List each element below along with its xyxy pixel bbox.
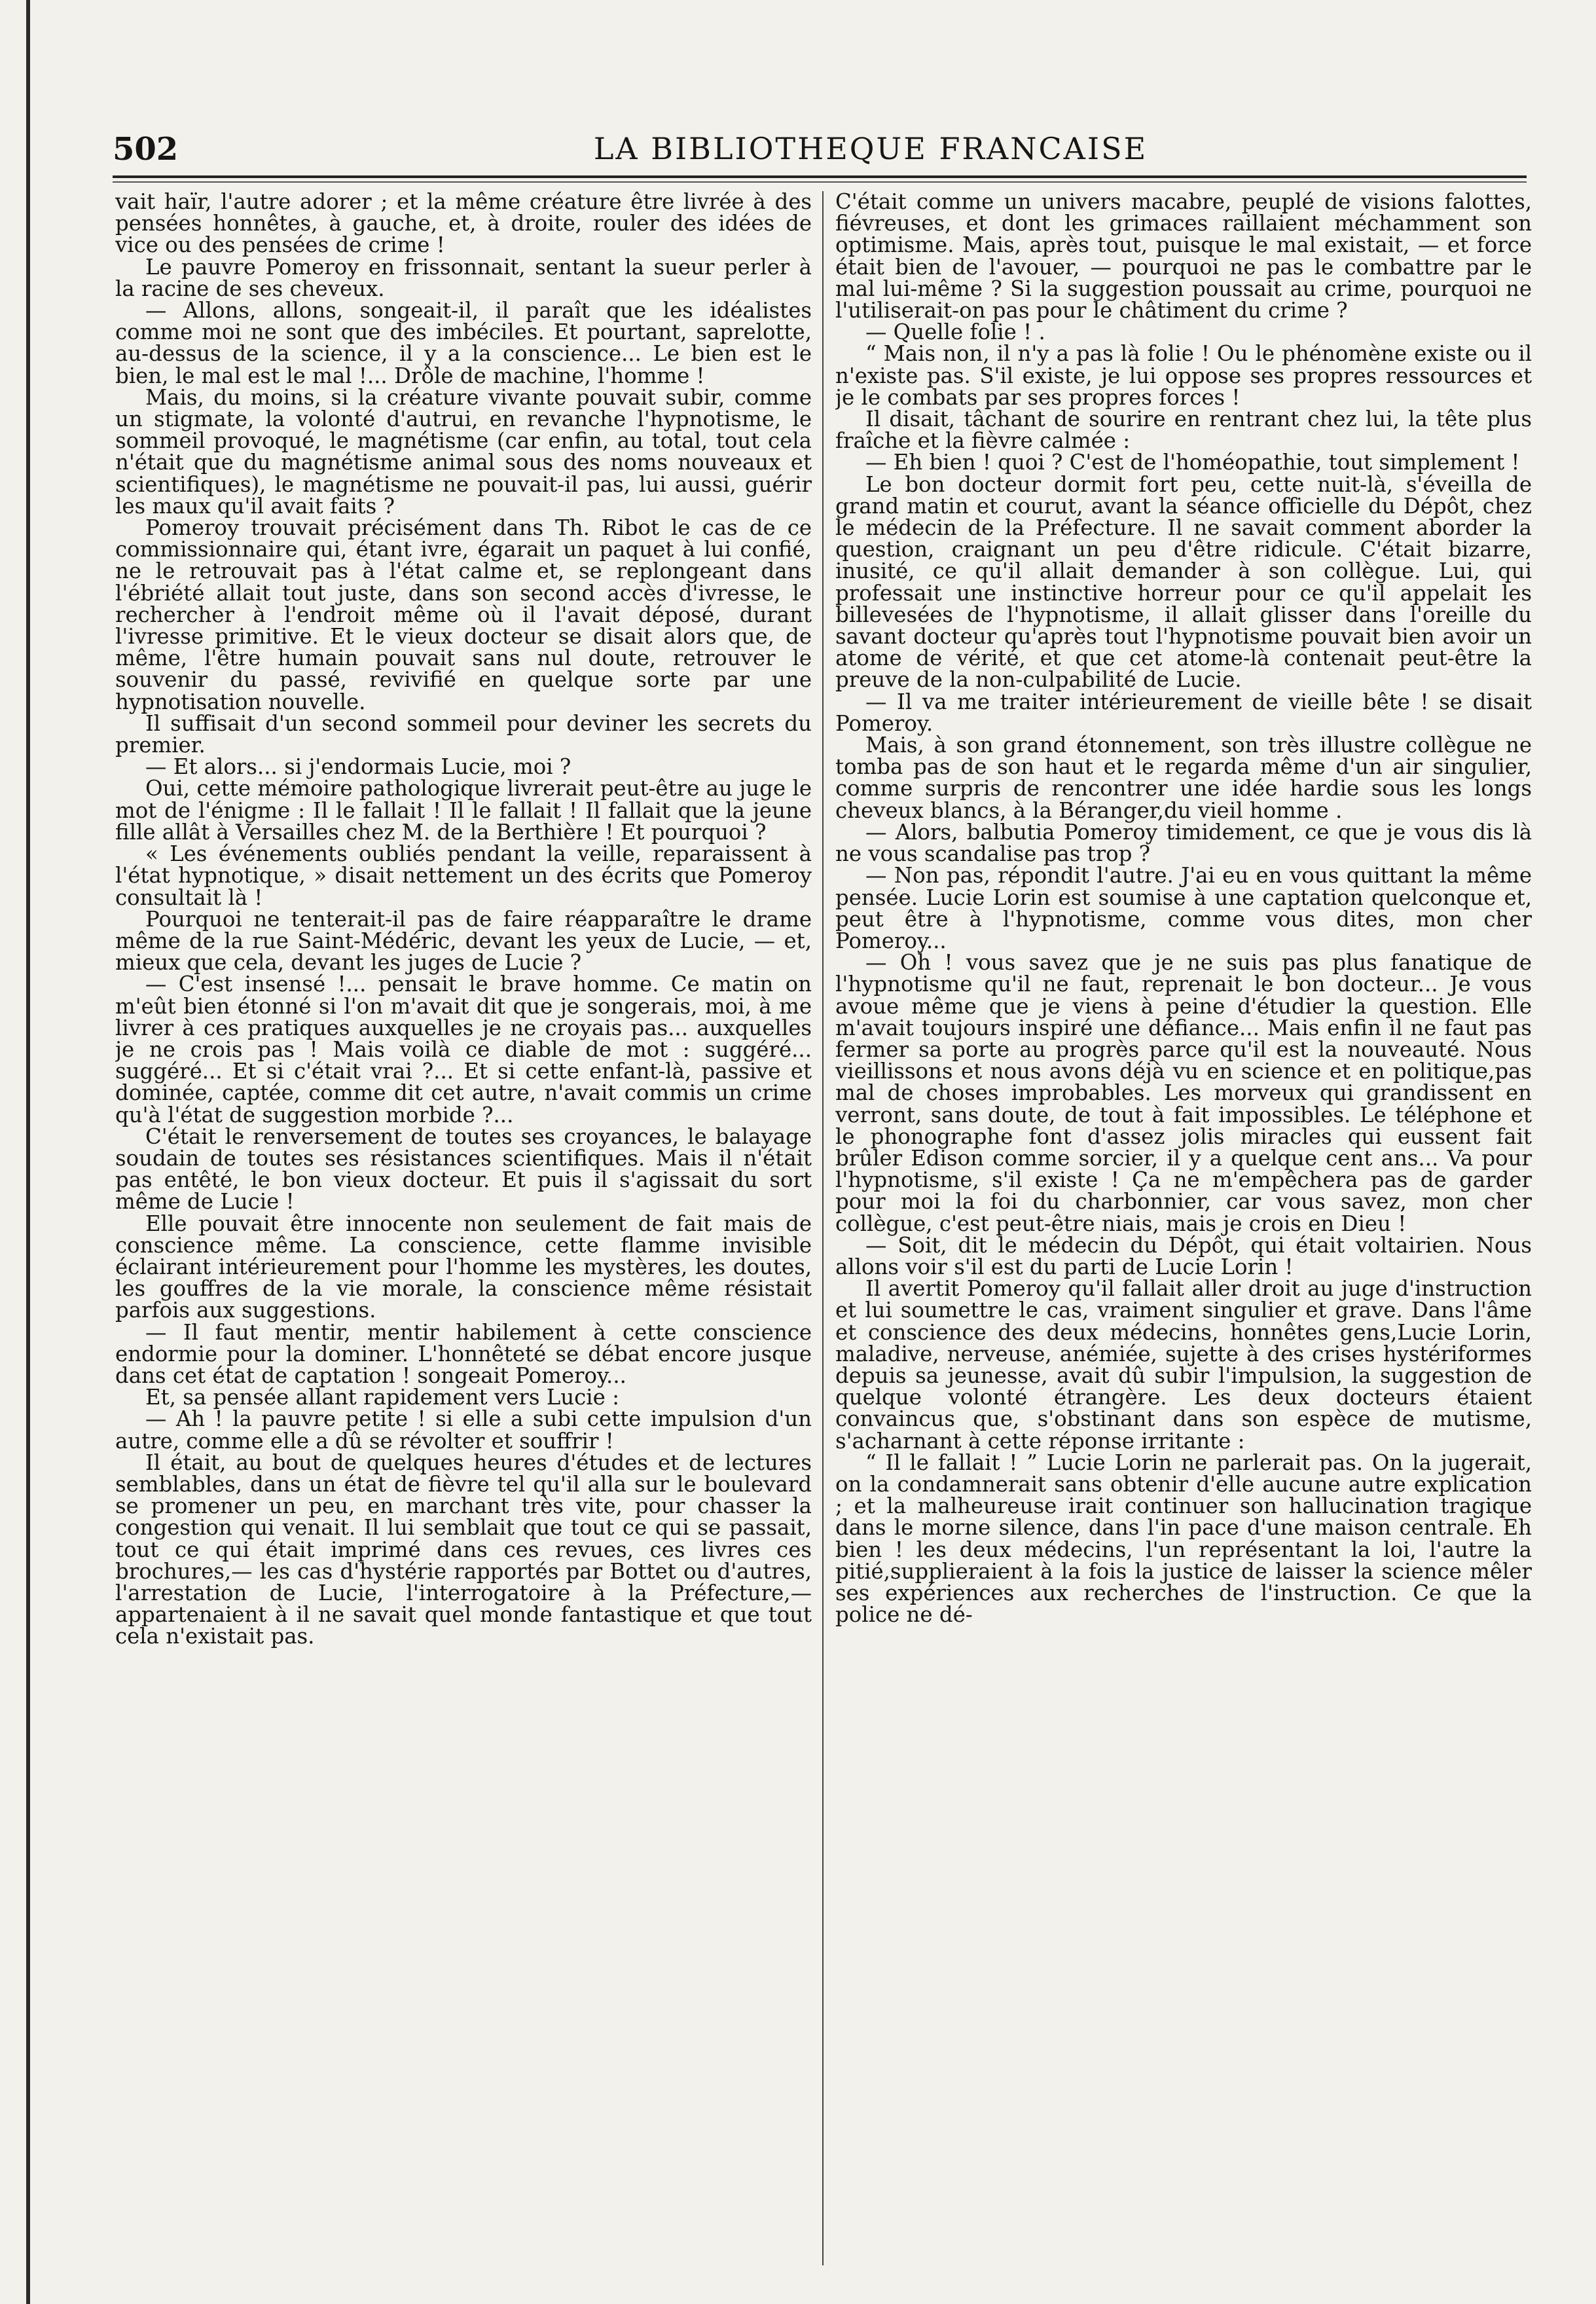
paragraph: — Il faut mentir, mentir habilement à cette conscience endormie pour la dominer. L'honnêteté se débat encore jusque dans cet état de captation ! songeait Pomeroy...: [115, 1319, 812, 1388]
paragraph: — Quelle folie ! .: [865, 320, 1045, 345]
paragraph: Elle pouvait être innocente non seulement de fait mais de conscience même. La conscience, cette flamme invisible éclairant intérieurement pour l'homme les mystères, les doutes, les gouffres de la vie morale, la conscience même résistait parfois aux suggestions.: [115, 1211, 812, 1323]
paragraph: Mais, du moins, si la créature vivante pouvait subir, comme un stigmate, la volonté d'autrui, en revanche l'hypnotisme, le sommeil provoqué, le magnétisme (car enfin, au total, tout cela n'était que du magnétisme animal sous des noms nouveaux et scientifiques), le magnétisme ne pouvait-il pas, lui aussi, guérir les maux qu'il avait faits ?: [115, 384, 812, 519]
header-rule-thin: [113, 181, 1527, 183]
column-divider: [822, 191, 824, 2265]
header-rule: [113, 175, 1527, 178]
paragraph: — Eh bien ! quoi ? C'est de l'homéopathie, tout simplement !: [865, 450, 1520, 475]
running-title: LA BIBLIOTHEQUE FRANCAISE: [593, 131, 1148, 166]
paragraph: “ Il le fallait ! ” Lucie Lorin ne parlerait pas. On la jugerait, on la condamnerait sans obtenir d'elle aucune autre explication ; et la malheureuse irait continuer son hallucination tragique dans le morne silence, dans l'in pace d'une maison centrale. Eh bien ! les deux médecins, l'un représentant la loi, l'autre la pitié,supplieraient à la fois la justice de laisser la science mêler ses expériences aux recherches de l'instruction. Ce que la police ne dé-: [835, 1450, 1532, 1628]
paragraph: — Il va me traiter intérieurement de vieille bête ! se disait Pomeroy.: [835, 689, 1532, 736]
paragraph: Il suffisait d'un second sommeil pour deviner les secrets du premier.: [115, 710, 812, 758]
paragraph: Oui, cette mémoire pathologique livrerait peut-être au juge le mot de l'énigme : Il le fallait ! Il le fallait ! Il fallait que la jeune fille allât à Versailles chez M. de la Berthière ! Et pourquoi ?: [115, 776, 812, 845]
paragraph: Le bon docteur dormit fort peu, cette nuit-là, s'éveilla de grand matin et courut, avant la séance officielle du Dépôt, chez le médecin de la Préfecture. Il ne savait comment aborder la question, craignant un peu d'être ridicule. C'était bizarre, inusité, ce qu'il allait demander à son collègue. Lui, qui professait une instinctive horreur pour ce qu'il appelait les billevesées de l'hypnotisme, il allait glisser dans l'oreille du savant docteur qu'après tout l'hypnotisme pouvait bien avoir un atome de vérité, et que cet atome-là contenait peut-être la preuve de la non-culpabilité de Lucie.: [835, 471, 1532, 693]
left-column: [115, 191, 812, 2273]
paragraph: Pomeroy trouvait précisément dans Th. Ribot le cas de ce commissionnaire qui, étant ivre, égarait un paquet à lui confié, ne le retrouvait pas à l'état calme et, se replongeant dans l'ébriété allait tout juste, dans son second accès d'ivresse, le rechercher à l'endroit même où il l'avait déposé, durant l'ivresse primitive. Et le vieux docteur se disait alors que, de même, l'être humain pouvait sans nul doute, retrouver le souvenir du passé, revivifié en quelque sorte par une hypnotisation nouvelle.: [115, 515, 812, 714]
paragraph: “ Mais non, il n'y a pas là folie ! Ou le phénomène existe ou il n'existe pas. S'il existe, je lui oppose ses propres ressources et je le combats par ses propres forces !: [835, 341, 1532, 410]
paragraph: vait haïr, l'autre adorer ; et la même créature être livrée à des pensées honnêtes, à gauche, et, à droite, rouler des idées de vice ou des pensées de crime !: [115, 191, 812, 258]
page-number: 502: [113, 131, 179, 168]
paragraph: Il était, au bout de quelques heures d'études et de lectures semblables, dans un état de fièvre tel qu'il alla sur le boulevard se promener un peu, en marchant très vite, pour chasser la congestion qui venait. Il lui semblait que tout ce qui se passait, tout ce qui était imprimé dans ces revues, ces livres ces brochures,— les cas d'hystérie rapportés par Bottet ou d'autres, l'arrestation de Lucie, l'interrogatoire à la Préfecture,—appartenaient à il ne savait quel monde fantastique et que tout cela n'existait pas.: [115, 1450, 812, 1649]
paragraph: — Allons, allons, songeait-il, il paraît que les idéalistes comme moi ne sont que des imbéciles. Et pourtant, saprelotte, au-dessus de la science, il y a la conscience... Le bien est le bien, le mal est le mal !... Drôle de machine, l'homme !: [115, 298, 812, 388]
paragraph: Il avertit Pomeroy qu'il fallait aller droit au juge d'instruction et lui soumettre le cas, vraiment singulier et grave. Dans l'âme et conscience des deux médecins, honnêtes gens,Lucie Lorin, maladive, nerveuse, anémiée, sujette à des crises hystériformes depuis sa jeunesse, avait dû subir l'impulsion, la suggestion de quelque volonté étrangère. Les deux docteurs étaient convaincus que, s'obstinant dans son espèce de mutisme, s'acharnant à cette réponse irritante :: [835, 1276, 1532, 1454]
paragraph: Pourquoi ne tenterait-il pas de faire réapparaître le drame même de la rue Saint-Médéric, devant les yeux de Lucie, — et, mieux que cela, devant les juges de Lucie ?: [115, 906, 812, 976]
paragraph: C'était comme un univers macabre, peuplé de visions falottes, fiévreuses, et dont les grimaces raillaient méchamment son optimisme. Mais, après tout, puisque le mal existait, — et force était bien de l'avouer, — pourquoi ne pas le combattre par le mal lui-même ? Si la suggestion poussait au crime, pourquoi ne l'utiliserait-on pas pour le châtiment du crime ?: [835, 191, 1532, 323]
paragraph: Il disait, tâchant de sourire en rentrant chez lui, la tête plus fraîche et la fièvre calmée :: [835, 407, 1532, 454]
right-column: [835, 191, 1532, 2273]
paragraph: « Les événements oubliés pendant la veille, reparaissent à l'état hypnotique, » disait nettement un des écrits que Pomeroy consultait là !: [115, 841, 812, 910]
paragraph: — Non pas, répondit l'autre. J'ai eu en vous quittant la même pensée. Lucie Lorin est soumise à une captation quelconque et, peut être à l'hypnotisme, comme vous dites, mon cher Pomeroy...: [835, 863, 1532, 953]
paragraph: — Oh ! vous savez que je ne suis pas plus fanatique de l'hypnotisme qu'il ne faut, reprenait le bon docteur... Je vous avoue même que je viens à peine d'étudier la question. Elle m'avait toujours inspiré une défiance... Mais enfin il ne faut pas fermer sa porte au progrès parce qu'il est la nouveauté. Nous vieillissons et nous avons déjà vu en science et en politique,pas mal de choses improbables. Les morveux qui grandissent en verront, sans doute, de tout à fait impossibles. Le téléphone et le phonographe font d'assez jolis miracles qui eussent fait brûler Edison comme sorcier, il y a quelque cent ans... Va pour l'hypnotisme, s'il existe ! Ça ne m'empêchera pas de garder pour moi la foi du charbonnier, car vous savez, mon cher collègue, c'est peut-être niais, mais je crois en Dieu !: [835, 950, 1532, 1236]
paragraph: — C'est insensé !... pensait le brave homme. Ce matin on m'eût bien étonné si l'on m'avait dit que je songerais, moi, à me livrer à ces pratiques auxquelles je ne croyais pas... auxquelles je ne crois pas ! Mais voilà ce diable de mot : suggéré... suggéré... Et si c'était vrai ?... Et si cette enfant-là, passive et dominée, captée, comme dit cet autre, n'avait commis un crime qu'à l'état de suggestion morbide ?...: [115, 972, 812, 1127]
paragraph: Le pauvre Pomeroy en frissonnait, sentant la sueur perler à la racine de ses cheveux.: [115, 254, 812, 301]
paragraph: — Alors, balbutia Pomeroy timidement, ce que je vous dis là ne vous scandalise pas trop ?: [835, 819, 1532, 867]
paragraph: — Soit, dit le médecin du Dépôt, qui était voltairien. Nous allons voir s'il est du parti de Lucie Lorin !: [835, 1232, 1532, 1279]
paragraph: — Et alors... si j'endormais Lucie, moi ?: [145, 754, 571, 780]
paragraph: — Ah ! la pauvre petite ! si elle a subi cette impulsion d'un autre, comme elle a dû se révolter et souffrir !: [115, 1406, 812, 1454]
paragraph: Et, sa pensée allant rapidement vers Lucie :: [145, 1385, 619, 1410]
page-binding-edge: [26, 0, 30, 2304]
paragraph: C'était le renversement de toutes ses croyances, le balayage soudain de toutes ses résistances scientifiques. Mais il n'était pas entêté, le bon vieux docteur. Et puis il s'agissait du sort même de Lucie !: [115, 1124, 812, 1215]
paragraph: Mais, à son grand étonnement, son très illustre collègue ne tomba pas de son haut et le regarda même d'un air singulier, comme surpris de rencontrer une idée hardie sous les longs cheveux blancs, à la Béranger,du vieil homme .: [835, 733, 1532, 823]
